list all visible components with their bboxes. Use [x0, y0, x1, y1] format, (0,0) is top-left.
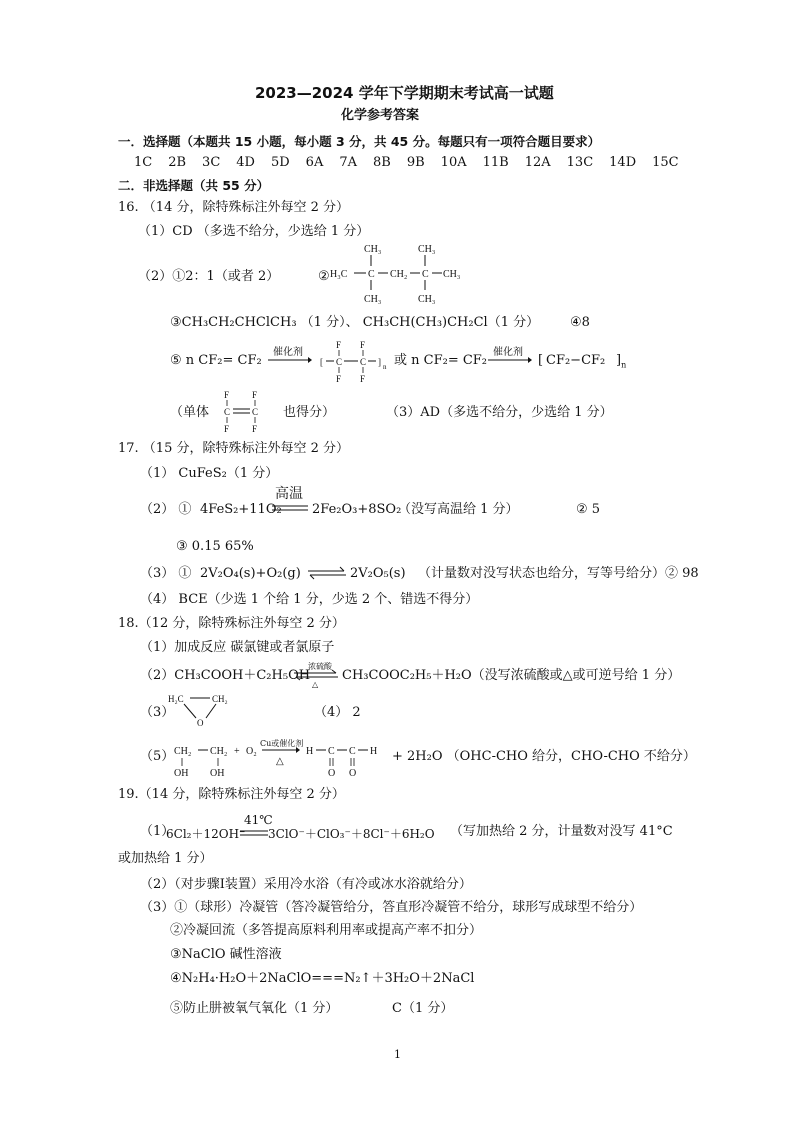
mc-answer: 11B [482, 155, 509, 170]
q17-answer-3-label: （3） ① [140, 566, 192, 581]
svg-text:O: O [349, 768, 357, 779]
svg-text:F: F [336, 374, 342, 384]
polymer-bracket-left: [ [538, 353, 544, 368]
svg-text:+: + [234, 746, 240, 757]
q19-answer-3-4: ④N₂H₄·H₂O＋2NaClO===N₂↑＋3H₂O＋2NaCl [170, 971, 475, 986]
monomer-structure-tfe [220, 388, 270, 434]
q17-answer-2-3: ③ 0.15 65% [176, 539, 254, 554]
svg-text:C: C [328, 746, 335, 757]
svg-text:F: F [336, 340, 342, 350]
q16-or-text: 或 n CF₂= CF₂ [394, 353, 488, 368]
svg-text:[: [ [320, 357, 323, 367]
svg-text:OH: OH [174, 768, 189, 779]
q18-eq-left: （2）CH₃COOH＋C₂H₅OH [140, 668, 311, 683]
q19-answer-3-5a: ⑤防止肼被氧气氧化（1 分） [170, 1001, 339, 1016]
mc-answer: 4D [236, 155, 255, 170]
page-subtitle: 化学参考答案 [341, 108, 420, 123]
q18-eq-catalyst: 浓硫酸 [308, 662, 332, 671]
svg-text:CH₂: CH₂ [390, 269, 408, 280]
q18-answer-1: （1）加成反应 碳氯键或者氯原子 [140, 640, 335, 655]
svg-text:C: C [336, 357, 343, 367]
svg-text:O₂: O₂ [246, 746, 257, 757]
q16-monomer-label: （单体 [170, 405, 210, 420]
q16-answer-2-1: （2）①2：1（或者 2） [138, 269, 280, 284]
svg-text:C: C [224, 407, 231, 417]
mc-answer: 3C [202, 155, 221, 170]
svg-text:F: F [224, 390, 230, 400]
q17-answer-2-label: （2） ① [140, 502, 192, 517]
svg-text:OH: OH [210, 768, 225, 779]
q19-answer-3-2: ②冷凝回流（多答提高原料利用率或提高产率不扣分） [170, 923, 483, 938]
q17-eq-right: 2Fe₂O₃+8SO₂ [312, 502, 402, 517]
equals-sign [270, 503, 310, 513]
q19-eq-right: 3ClO⁻＋ClO₃⁻＋8Cl⁻＋6H₂O [268, 827, 435, 841]
mc-answer: 13C [566, 155, 594, 170]
q18-answer-5-note: + 2H₂O （OHC-CHO 给分，CHO-CHO 不给分） [392, 749, 696, 764]
q17-answer-2-2: ② 5 [576, 502, 601, 517]
polymer-formula-2: CF₂−CF₂ [546, 353, 606, 368]
q18-answer-3-label: （3） [140, 705, 175, 720]
svg-text:CH₃: CH₃ [443, 269, 461, 280]
svg-text:CH₃: CH₃ [418, 244, 436, 255]
q17-eq-condition: 高温 [275, 486, 303, 502]
svg-text:F: F [360, 374, 366, 384]
page-title: 2023—2024 学年下学期期末考试高一试题 [255, 84, 554, 102]
svg-text:CH₃: CH₃ [364, 294, 382, 304]
q16-answer-1: （1）CD （多选不给分，少选给 1 分） [138, 224, 370, 239]
mc-answer: 14D [609, 155, 637, 170]
q17-answer-4: （4） BCE（少选 1 个给 1 分，少选 2 个、错选不得分） [140, 592, 479, 607]
q19-eq-note: （写加热给 2 分，计量数对没写 41°C [450, 824, 673, 839]
polymer-bracket-right: ]$_n$ [616, 353, 627, 370]
mc-answer: 10A [440, 155, 467, 170]
svg-text:C: C [368, 269, 375, 280]
catalyst-label-2: 催化剂 [493, 347, 523, 358]
svg-text:O: O [197, 718, 204, 728]
svg-text:F: F [252, 390, 258, 400]
mc-answer: 12A [524, 155, 551, 170]
q19-eq-left: 6Cl₂＋12OH⁻ [166, 827, 246, 841]
q17-eq-note: （没写高温给 1 分） [398, 502, 519, 517]
q19-answer-3-1: （3）①（球形）冷凝管（答冷凝管给分，答直形冷凝管不给分，球形写成球型不给分） [140, 900, 643, 915]
q19-eq-condition: 41℃ [244, 813, 273, 827]
q17-eq-left: 4FeS₂+11O₂ [200, 502, 282, 517]
section-2-heading: 二．非选择题（共 55 分） [118, 178, 270, 193]
svg-text:]: ] [378, 357, 381, 367]
structural-formula-alkane [330, 242, 470, 304]
svg-text:C: C [360, 357, 367, 367]
svg-text:F: F [224, 424, 230, 434]
q18-eq-heat: △ [312, 680, 319, 689]
q19-answer-1-label: （1） [140, 824, 175, 839]
q19-answer-3-3: ③NaClO 碱性溶液 [170, 947, 282, 962]
section-1-heading: 一．选择题（本题共 15 小题，每小题 3 分，共 45 分。每题只有一项符合题目要求） [118, 134, 601, 149]
q16-answer-2-2-label: ② [318, 269, 330, 284]
q18-answer-4: （4） 2 [314, 705, 361, 720]
q19-answer-3-5b: C（1 分） [392, 1001, 454, 1016]
q17-eq2-left: 2V₂O₄(s)+O₂(g) [200, 566, 301, 581]
mc-answer: 1C [134, 155, 153, 170]
svg-text:CH₂: CH₂ [212, 694, 228, 704]
q18-eq-right: CH₃COOC₂H₅＋H₂O（没写浓硫酸或△或可逆号给 1 分） [342, 668, 681, 683]
equals-sign-2 [238, 828, 272, 838]
svg-text:C: C [422, 269, 429, 280]
q19-heading: 19.（14 分，除特殊标注外每空 2 分） [118, 787, 345, 802]
mc-answer: 8B [373, 155, 391, 170]
mc-answer: 9B [406, 155, 425, 170]
q19-answer-2: （2）（对步骤Ⅰ装置）采用冷水浴（有冷或冰水浴就给分） [140, 877, 472, 892]
q19-eq-note-2: 或加热给 1 分） [118, 851, 213, 866]
mc-answer: 5D [270, 155, 290, 170]
mc-answer: 7A [339, 155, 358, 170]
reversible-arrow [306, 565, 348, 581]
svg-text:H: H [306, 746, 314, 757]
q16-monomer-note: 也得分） [283, 405, 336, 420]
svg-text:C: C [252, 407, 259, 417]
svg-text:△: △ [276, 756, 284, 767]
svg-text:CH₃: CH₃ [418, 294, 436, 304]
svg-text:H₂C: H₂C [168, 694, 184, 704]
svg-text:CH₂: CH₂ [210, 746, 228, 757]
mc-answer: 2B [168, 155, 187, 170]
mc-answer: 15C [652, 155, 679, 170]
q17-answer-1: （1） CuFeS₂（1 分） [140, 466, 279, 481]
q16-answer-2-5: ⑤ n CF₂= CF₂ [170, 353, 262, 368]
svg-text:H: H [370, 746, 378, 757]
svg-text:F: F [360, 340, 366, 350]
epoxide-structure [168, 690, 248, 730]
q16-answer-3: （3）AD（多选不给分，少选给 1 分） [386, 405, 613, 420]
q17-heading: 17. （15 分，除特殊标注外每空 2 分） [118, 441, 350, 456]
q18-answer-5-label: （5） [140, 749, 175, 764]
mc-answers [134, 154, 695, 172]
page-number: 1 [394, 1048, 401, 1061]
q18-cu-catalyst: Cu或催化剂 [260, 739, 304, 748]
q16-answer-2-4: ④8 [570, 315, 590, 330]
svg-text:CH₃: CH₃ [364, 244, 382, 255]
q17-eq2-note: （计量数对没写状态也给分，写等号给分）② 98 [418, 566, 699, 581]
q17-eq2-right: 2V₂O₅(s) [350, 566, 406, 581]
svg-text:CH₂: CH₂ [174, 746, 192, 757]
q16-answer-2-3: ③CH₃CH₂CHClCH₃ （1 分）、 CH₃CH(CH₃)CH₂Cl（1 分） [170, 315, 540, 330]
q18-heading: 18.（12 分，除特殊标注外每空 2 分） [118, 616, 345, 631]
q16-heading: 16. （14 分，除特殊标注外每空 2 分） [118, 200, 350, 215]
svg-text:F: F [252, 424, 258, 434]
mc-answer: 6A [305, 155, 324, 170]
svg-text:C: C [349, 746, 356, 757]
svg-text:O: O [328, 768, 336, 779]
svg-text:H₃C: H₃C [330, 269, 348, 280]
svg-text:n: n [383, 363, 387, 371]
catalyst-label: 催化剂 [273, 347, 303, 358]
polymer-structure-ptfe [320, 338, 390, 384]
